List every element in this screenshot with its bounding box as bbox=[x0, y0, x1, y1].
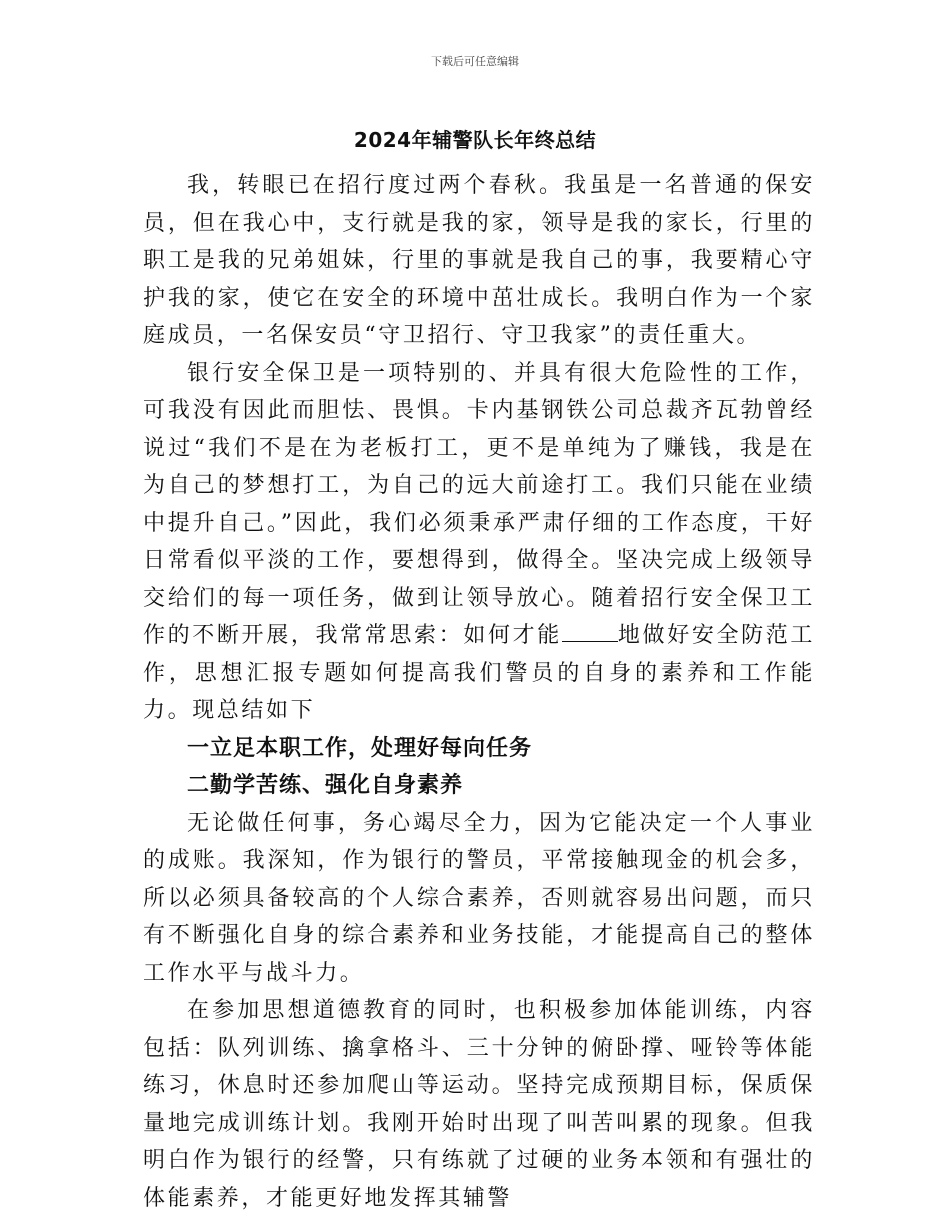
section-heading-2: 二勤学苦练、强化自身素养 bbox=[187, 773, 464, 798]
paragraph-intro: 我，转眼已在招行度过两个春秋。我虽是一名普通的保安员，但在我心中，支行就是我的家，领导是我的家长，行里的职工是我的兄弟姐妹，行里的事就是我自己的事，我要精心守护我的家，使它在安全的环境中茁壮成长。我明白作为一个家庭成员，一名保安员“守卫招行、守卫我家”的责任重大。 bbox=[143, 173, 815, 348]
paragraph-bank-security-text-a: 银行安全保卫是一项特别的、并具有很大危险性的工作，可我没有因此而胆怯、畏惧。卡内基钢铁公司总裁齐瓦勃曾经说过“我们不是在为老板打工，更不是单纯为了赚钱，我是在为自己的梦想打工，为自己的远大前途打工。我们只能在业绩中提升自己。”因此，我们必须秉承严肃仔细的工作态度，干好日常看似平淡的工作，要想得到，做得全。坚决完成上级领导交给们的每一项任务，做到让领导放心。随着招行安全保卫工作的不断开展，我常常思索：如何才能 bbox=[143, 360, 815, 648]
paragraph-training: 在参加思想道德教育的同时，也积极参加体能训练，内容包括：队列训练、擒拿格斗、三十分钟的俯卧撑、哑铃等体能练习，休息时还参加爬山等运动。坚持完成预期目标，保质保量地完成训练计划。我刚开始时出现了叫苦叫累的现象。但我明白作为银行的经警，只有练就了过硬的业务本领和有强壮的体能素养，才能更好地发挥其辅警 bbox=[143, 998, 815, 1211]
paragraph-bank-security bbox=[143, 355, 815, 730]
fill-in-blank bbox=[562, 623, 618, 642]
document-body bbox=[143, 167, 815, 1217]
section-heading-1: 一立足本职工作，处理好每向任务 bbox=[187, 735, 533, 761]
document-title: 2024年辅警队长年终总结 bbox=[353, 128, 597, 152]
page-header-note: 下载后可任意编辑 bbox=[431, 55, 519, 68]
paragraph-bank-security-text-b: 地做好安全防范工作，思想汇报专题如何提高我们警员的自身的素养和工作能力。现总结如下 bbox=[143, 623, 815, 723]
paragraph-self-improvement: 无论做任何事，务心竭尽全力，因为它能决定一个人事业的成账。我深知，作为银行的警员，平常接触现金的机会多，所以必须具备较高的个人综合素养，否则就容易出问题，而只有不断强化自身的综合素养和业务技能，才能提高自己的整体工作水平与战斗力。 bbox=[143, 810, 815, 986]
